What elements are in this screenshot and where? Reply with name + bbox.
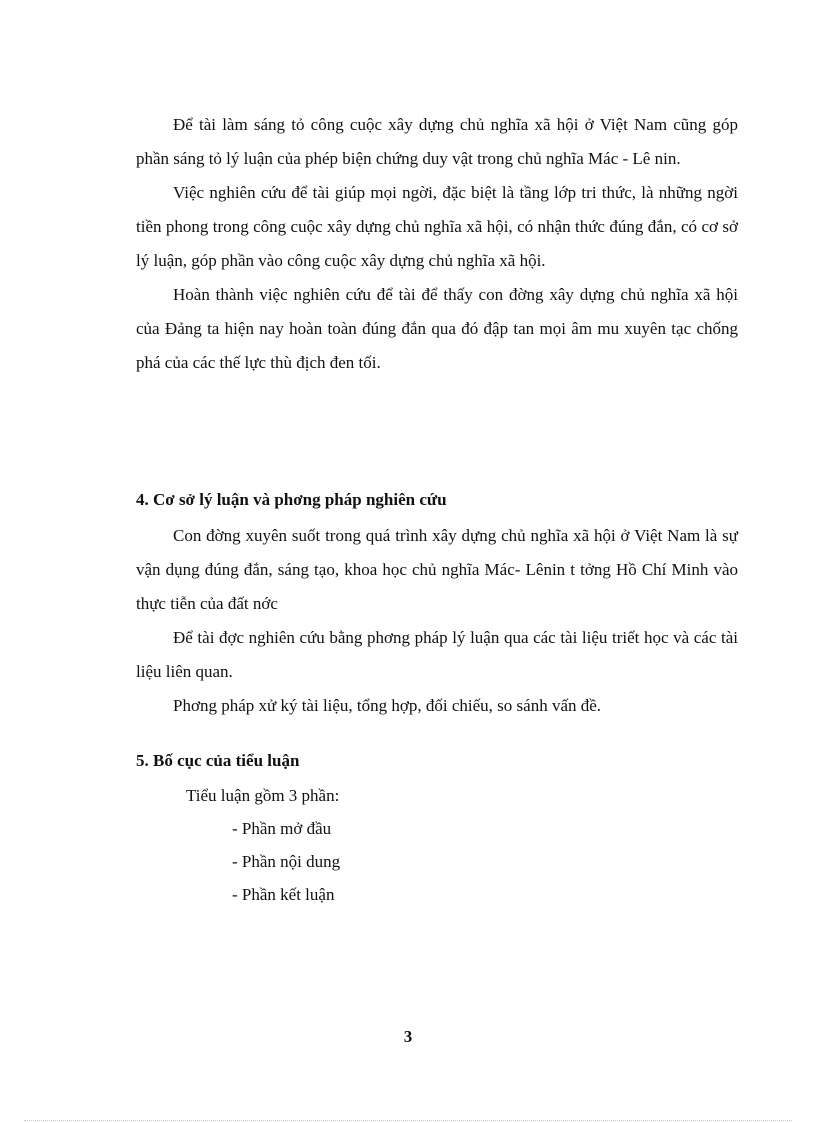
section-5-intro: Tiểu luận gồm 3 phần: (186, 786, 340, 805)
section-4-body (136, 519, 738, 723)
paragraph: Để tài đợc nghiên cứu bằng phơng pháp lý luận qua các tài liệu triết học và các tài liệu liên quan. (136, 628, 738, 681)
intro-section (136, 108, 738, 380)
paragraph: Để tài làm sáng tỏ công cuộc xây dựng chủ nghĩa xã hội ở Việt Nam cũng góp phần sáng tỏ lý luận của phép biện chứng duy vật trong chủ nghĩa Mác - Lê nin. (136, 115, 738, 168)
list-item: - Phần nội dung (232, 852, 341, 871)
paragraph: Hoàn thành việc nghiên cứu để tài để thấy con đờng xây dựng chủ nghĩa xã hội của Đảng ta hiện nay hoàn toàn đúng đắn qua đó đập tan mọi âm mu xuyên tạc chống phá của các thế lực thù địch đen tối. (136, 285, 738, 372)
page-bottom-border (24, 1120, 792, 1121)
page-number: 3 (403, 1027, 413, 1046)
paragraph: Phơng pháp xử ký tài liệu, tổng hợp, đối chiếu, so sánh vấn đề. (173, 696, 602, 715)
list-item: - Phần mở đầu (232, 819, 332, 838)
paragraph: Việc nghiên cứu để tài giúp mọi ngời, đặc biệt là tầng lớp tri thức, là những ngời tiền phong trong công cuộc xây dựng chủ nghĩa xã hội, có nhận thức đúng đắn, có cơ sở lý luận, góp phần vào công cuộc xây dựng chủ nghĩa xã hội. (136, 183, 738, 270)
list-item: - Phần kết luận (232, 885, 335, 904)
section-5-heading: 5. Bố cục của tiểu luận (136, 751, 300, 770)
paragraph: Con đờng xuyên suốt trong quá trình xây dựng chủ nghĩa xã hội ở Việt Nam là sự vận dụng đúng đắn, sáng tạo, khoa học chủ nghĩa Mác- Lênin t tởng Hồ Chí Minh vào thực tiễn của đất nớc (136, 526, 738, 613)
section-5-list (232, 812, 340, 911)
section-4-heading: 4. Cơ sở lý luận và phơng pháp nghiên cứu (136, 490, 447, 509)
